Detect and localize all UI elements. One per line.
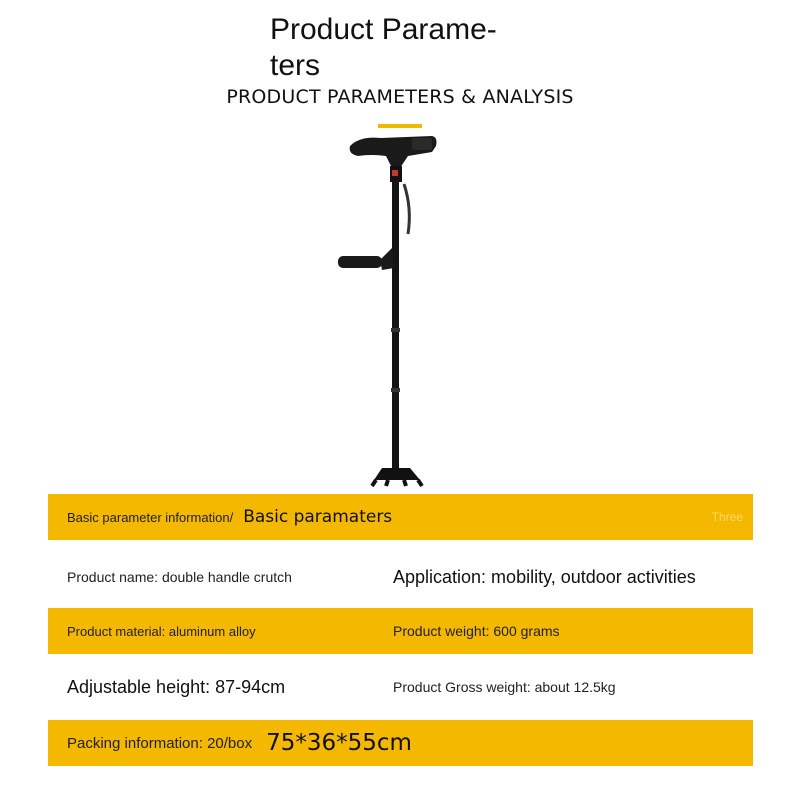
table-row xyxy=(48,664,753,710)
table-row xyxy=(48,494,753,540)
table-row xyxy=(48,554,753,600)
adjustable-height: Adjustable height: 87-94cm xyxy=(67,676,286,697)
gross-weight: Product Gross weight: about 12.5kg xyxy=(393,679,616,695)
basic-info-label: Basic parameter information/ xyxy=(67,509,234,525)
product-weight: Product weight: 600 grams xyxy=(393,623,560,639)
table-row xyxy=(48,608,753,654)
application: Application: mobility, outdoor activities xyxy=(393,566,696,587)
page-subtitle: PRODUCT PARAMETERS & ANALYSIS xyxy=(226,86,574,108)
crutch-illustration xyxy=(330,128,470,488)
product-name: Product name: double handle crutch xyxy=(67,569,292,585)
basic-parameters-heading: Basic paramaters xyxy=(243,507,393,527)
product-material: Product material: aluminum alloy xyxy=(67,623,256,639)
title-line-2: ters xyxy=(270,49,321,82)
table-row xyxy=(48,720,753,766)
row-number-label: Three xyxy=(711,510,743,524)
title-line-1: Product Parame- xyxy=(270,13,497,46)
packing-dimensions: 75*36*55cm xyxy=(266,730,412,756)
packing-info: Packing information: 20/box xyxy=(67,734,253,752)
page-title xyxy=(270,12,540,84)
